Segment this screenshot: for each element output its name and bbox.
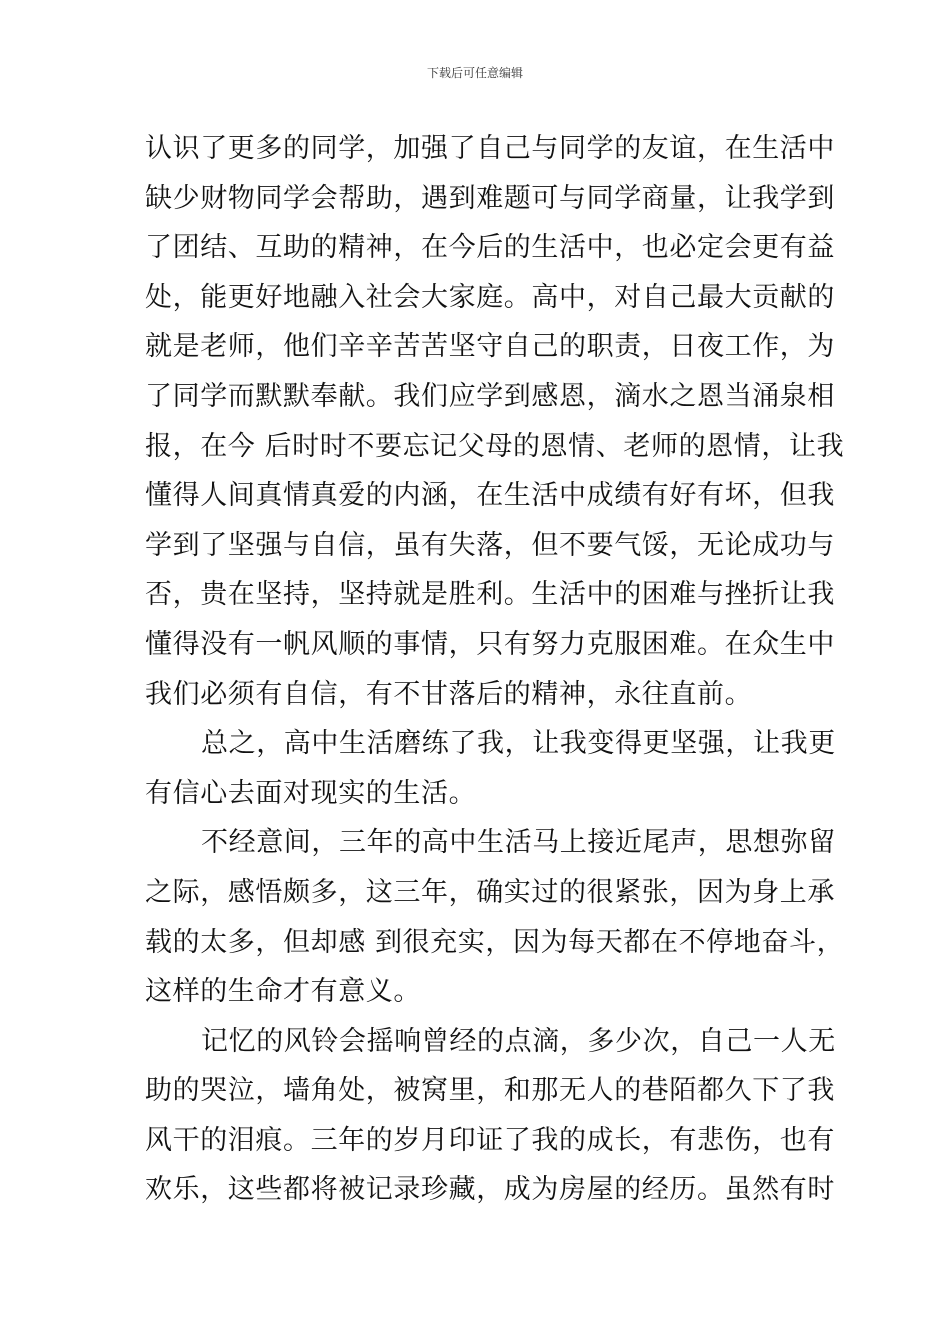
text-line: 这样的生命才有意义。: [145, 976, 421, 1008]
text-line: 有信心去面对现实的生活。: [145, 777, 477, 809]
text-line: 助的哭泣，墙角处，被窝里，和那无人的巷陌都久下了我: [145, 1075, 835, 1107]
text-line: 就是老师，他们辛辛苦苦坚守自己的职责，日夜工作，为: [145, 331, 835, 363]
text-line: 懂得没有一帆风顺的事情，只有努力克服困难。在众生中: [145, 628, 835, 660]
paragraph-2: [145, 719, 836, 818]
text-line: 了团结、互助的精神，在今后的生活中，也必定会更有益: [145, 232, 835, 264]
text-line: 懂得人间真情真爱的内涵，在生活中成绩有好有坏，但我: [145, 480, 835, 512]
text-line: 总之，高中生活磨练了我，让我变得更坚强，让我更: [201, 728, 836, 760]
text-line: 否，贵在坚持，坚持就是胜利。生活中的困难与挫折让我: [145, 579, 835, 611]
text-line: 了同学而默默奉献。我们应学到感恩，滴水之恩当涌泉相: [145, 380, 835, 412]
text-line: 之际，感悟颇多，这三年，确实过的很紧张，因为身上承: [145, 876, 835, 908]
text-line: 我们必须有自信，有不甘落后的精神，永往直前。: [145, 678, 753, 710]
page-header-note: 下载后可任意编辑: [426, 66, 523, 80]
text-line: 风干的泪痕。三年的岁月印证了我的成长，有悲伤，也有: [145, 1124, 835, 1156]
text-line: 报，在今 后时时不要忘记父母的恩情、老师的恩情，让我: [145, 430, 845, 462]
paragraph-1: [145, 124, 845, 719]
text-line: 不经意间，三年的高中生活马上接近尾声，思想弥留: [201, 827, 836, 859]
text-line: 载的太多，但却感 到很充实，因为每天都在不停地奋斗，: [145, 926, 845, 958]
text-line: 缺少财物同学会帮助，遇到难题可与同学商量，让我学到: [145, 182, 835, 214]
text-line: 记忆的风铃会摇响曾经的点滴，多少次，自己一人无: [201, 1025, 836, 1057]
text-line: 学到了坚强与自信，虽有失落，但不要气馁，无论成功与: [145, 529, 835, 561]
document-body: [145, 124, 845, 1215]
paragraph-4: [145, 1017, 836, 1215]
text-line: 认识了更多的同学，加强了自己与同学的友谊，在生活中: [145, 133, 835, 164]
text-line: 欢乐，这些都将被记录珍藏，成为房屋的经历。虽然有时: [145, 1174, 835, 1206]
paragraph-3: [145, 818, 845, 1016]
text-line: 处，能更好地融入社会大家庭。高中，对自己最大贡献的: [145, 281, 835, 313]
